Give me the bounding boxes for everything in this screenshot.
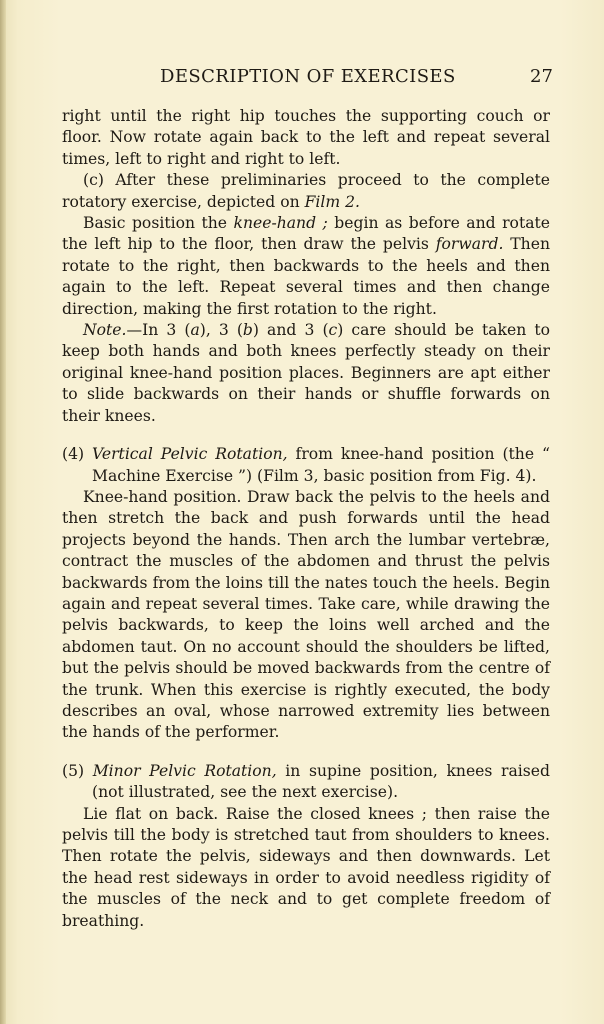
page-number: 27 <box>530 66 553 87</box>
paragraph-continuation: right until the right hip touches the supporting couch or floor. Now rotate again back to the left and repeat several times, left to right and right to left. <box>62 107 550 168</box>
running-header <box>0 66 604 92</box>
term-forward: forward. <box>435 235 504 254</box>
section-title: Minor Pelvic Rotation, <box>92 761 277 780</box>
term-knee-hand: knee-hand ; <box>233 214 328 233</box>
paragraph-c: (c) After these preliminaries proceed to the complete rotatory exercise, depicted on Film 2. <box>62 171 550 211</box>
film-reference: Film 2. <box>304 192 361 211</box>
section-5-heading: (5) Minor Pelvic Rotation, in supine position, knees raised (not illustrated, see the next exercise). <box>62 761 550 802</box>
section-4-body: Knee-hand position. Draw back the pelvis to the heels and then stretch the back and push forwards until the head projects beyond the hands. Then arch the lumbar vertebræ, contract the muscles of the abdomen and thrust the pelvis backwards from the loins till the nates touch the heels. Begin again and repeat several times. Take care, while drawing the pelvis backwards, to keep the loins well arched and the abdomen taut. On no account should the shoulders be lifted, but the pelvis should be moved backwards from the centre of the trunk. When this exercise is rightly executed, the body describes an oval, whose narrowed extremity lies between the hands of the performer. <box>62 487 550 742</box>
section-4-heading: (4) Vertical Pelvic Rotation, from knee-hand position (the “ Machine Exercise ”) (Film 3, basic position from Fig. 4). <box>62 445 550 485</box>
section-gap <box>62 744 550 761</box>
running-title: DESCRIPTION OF EXERCISES <box>160 66 456 87</box>
paragraph-note: Note.—In 3 (a), 3 (b) and 3 (c) care should be taken to keep both hands and both knees perfectly steady on their original knee-hand position places. Beginners are apt either to slide backwards on their hands or shuffle forwards on their knees. <box>62 321 551 425</box>
section-number: (4) <box>62 445 85 464</box>
page-body <box>62 106 550 932</box>
section-number: (5) <box>62 761 85 780</box>
page-gutter-shadow <box>0 0 6 1024</box>
paragraph-basic-position: Basic position the knee-hand ; begin as before and rotate the left hip to the floor, then draw the pelvis forward. Then rotate to the right, then backwards to the heels and then again to the left. Repeat several times and then change direction, making the first rotation to the right. <box>62 214 551 318</box>
section-title: Vertical Pelvic Rotation, <box>92 445 288 464</box>
item-label: (c) <box>83 171 104 190</box>
note-label: Note. <box>83 321 127 340</box>
section-gap <box>62 427 550 444</box>
section-5-body: Lie flat on back. Raise the closed knees ; then raise the pelvis till the body is stretched taut from shoulders to knees. Then rotate the pelvis, sideways and then downwards. Let the head rest sideways in order to avoid needless rigidity of the muscles of the neck and to get complete freedom of breathing. <box>62 804 550 930</box>
